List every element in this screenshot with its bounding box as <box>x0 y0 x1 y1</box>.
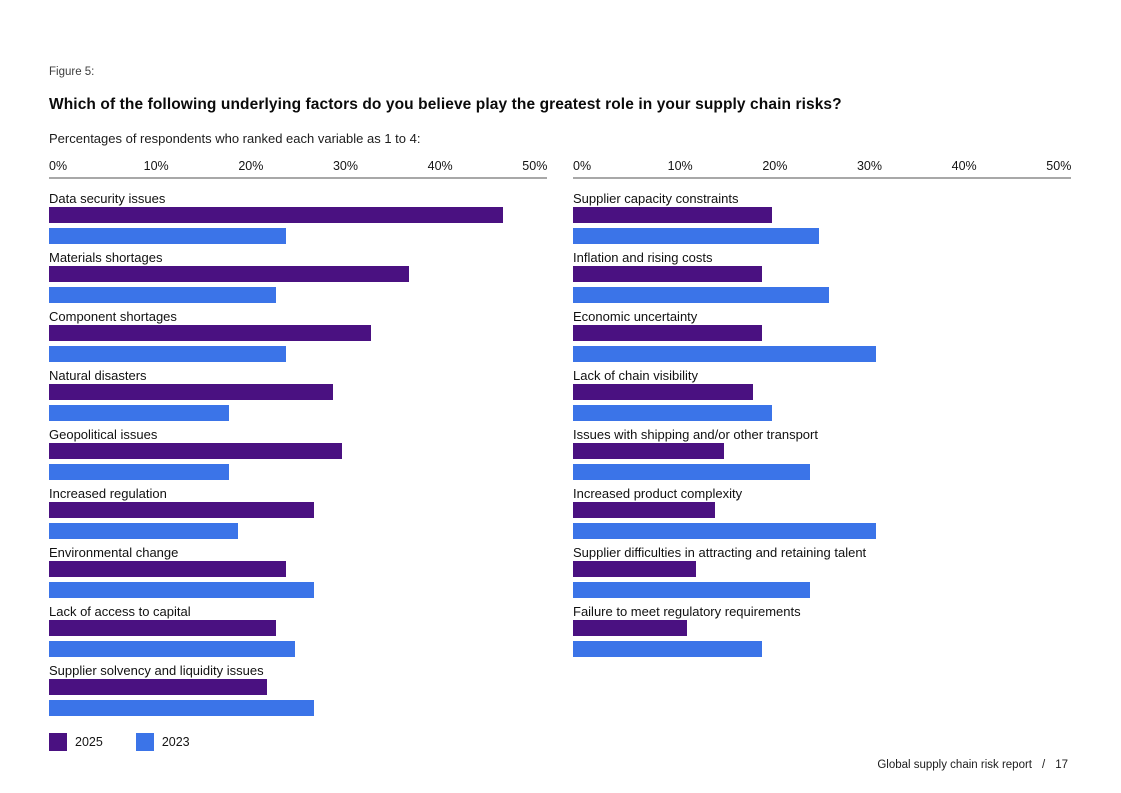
chart-column-right <box>573 158 1071 722</box>
bar-2025 <box>573 325 762 341</box>
bar-2025 <box>573 207 772 223</box>
figure-label: Figure 5: <box>49 66 95 78</box>
bar-groups <box>573 179 1071 657</box>
bar-2023 <box>573 582 810 598</box>
legend-item-2023 <box>136 733 190 751</box>
category-label: Component shortages <box>49 309 177 324</box>
bar-groups <box>49 179 547 716</box>
category-label: Failure to meet regulatory requirements <box>573 604 801 619</box>
legend-label: 2023 <box>161 735 190 749</box>
bar-group <box>573 427 1071 480</box>
axis-tick-label: 30% <box>856 159 882 173</box>
page-footer <box>877 759 1068 771</box>
bar-group <box>573 191 1071 244</box>
bar-2023 <box>49 287 276 303</box>
category-label: Supplier capacity constraints <box>573 191 739 206</box>
category-label: Lack of chain visibility <box>573 368 698 383</box>
bar-2025 <box>49 620 276 636</box>
bar-2025 <box>49 384 333 400</box>
axis-tick-label: 0% <box>573 159 592 173</box>
axis-tick-label: 10% <box>667 159 693 173</box>
bar-2023 <box>573 523 876 539</box>
legend-swatch-icon <box>136 733 154 751</box>
bar-2025 <box>49 561 286 577</box>
axis-tick-label: 50% <box>522 159 548 173</box>
axis-tick-label: 40% <box>427 159 453 173</box>
axis-tick-label: 20% <box>762 159 788 173</box>
bar-group <box>49 191 547 244</box>
category-label: Geopolitical issues <box>49 427 158 442</box>
bar-2025 <box>573 502 715 518</box>
bar-group <box>573 604 1071 657</box>
page-content <box>49 66 1071 751</box>
bar-group <box>49 545 547 598</box>
chart-subtitle: Percentages of respondents who ranked each variable as 1 to 4: <box>49 131 421 146</box>
bar-group <box>573 486 1071 539</box>
bar-2023 <box>49 228 286 244</box>
category-label: Environmental change <box>49 545 179 560</box>
bar-group <box>49 368 547 421</box>
footer-report-title: Global supply chain risk report <box>877 759 1032 771</box>
bar-group <box>573 368 1071 421</box>
bar-2023 <box>573 405 772 421</box>
bar-2025 <box>573 443 724 459</box>
axis-tick-label: 20% <box>238 159 264 173</box>
legend-label: 2025 <box>75 735 103 749</box>
bar-2025 <box>49 207 503 223</box>
category-label: Increased regulation <box>49 486 167 501</box>
bar-2025 <box>573 384 753 400</box>
bar-2025 <box>573 561 696 577</box>
bar-2023 <box>573 346 876 362</box>
bar-group <box>573 309 1071 362</box>
bar-group <box>49 250 547 303</box>
bar-group <box>573 250 1071 303</box>
category-label: Lack of access to capital <box>49 604 191 619</box>
bar-2023 <box>49 405 229 421</box>
axis-tick-label: 10% <box>143 159 169 173</box>
bar-2023 <box>49 641 295 657</box>
legend-swatch-icon <box>49 733 67 751</box>
category-label: Inflation and rising costs <box>573 250 713 265</box>
bar-2023 <box>573 287 829 303</box>
x-axis <box>49 158 547 179</box>
bar-2025 <box>49 443 342 459</box>
category-label: Data security issues <box>49 191 166 206</box>
category-label: Supplier solvency and liquidity issues <box>49 663 264 678</box>
bar-2025 <box>49 325 371 341</box>
bar-charts <box>49 158 1071 722</box>
bar-2023 <box>49 582 314 598</box>
bar-group <box>573 545 1071 598</box>
bar-2023 <box>573 228 819 244</box>
bar-group <box>49 486 547 539</box>
category-label: Natural disasters <box>49 368 147 383</box>
page-title: Which of the following underlying factors do you believe play the greatest role in your supply chain risks? <box>49 96 842 113</box>
bar-2025 <box>573 266 762 282</box>
bar-2023 <box>49 700 314 716</box>
bar-2023 <box>573 464 810 480</box>
footer-separator: / <box>1042 759 1046 771</box>
bar-group <box>49 427 547 480</box>
legend-item-2025 <box>49 733 103 751</box>
bar-group <box>49 663 547 716</box>
axis-tick-label: 40% <box>951 159 977 173</box>
bar-2025 <box>573 620 687 636</box>
bar-group <box>49 309 547 362</box>
axis-tick-label: 0% <box>49 159 68 173</box>
bar-2023 <box>573 641 762 657</box>
chart-legend <box>49 733 1071 751</box>
bar-2025 <box>49 266 409 282</box>
chart-column-left <box>49 158 547 722</box>
category-label: Supplier difficulties in attracting and retaining talent <box>573 545 867 560</box>
category-label: Issues with shipping and/or other transport <box>573 427 818 442</box>
bar-2023 <box>49 523 238 539</box>
axis-tick-label: 50% <box>1046 159 1072 173</box>
bar-2025 <box>49 679 267 695</box>
bar-2023 <box>49 346 286 362</box>
bar-2025 <box>49 502 314 518</box>
bar-group <box>49 604 547 657</box>
footer-page-number: 17 <box>1055 759 1068 771</box>
category-label: Increased product complexity <box>573 486 743 501</box>
bar-2023 <box>49 464 229 480</box>
x-axis <box>573 158 1071 179</box>
category-label: Materials shortages <box>49 250 163 265</box>
category-label: Economic uncertainty <box>573 309 698 324</box>
axis-tick-label: 30% <box>332 159 358 173</box>
